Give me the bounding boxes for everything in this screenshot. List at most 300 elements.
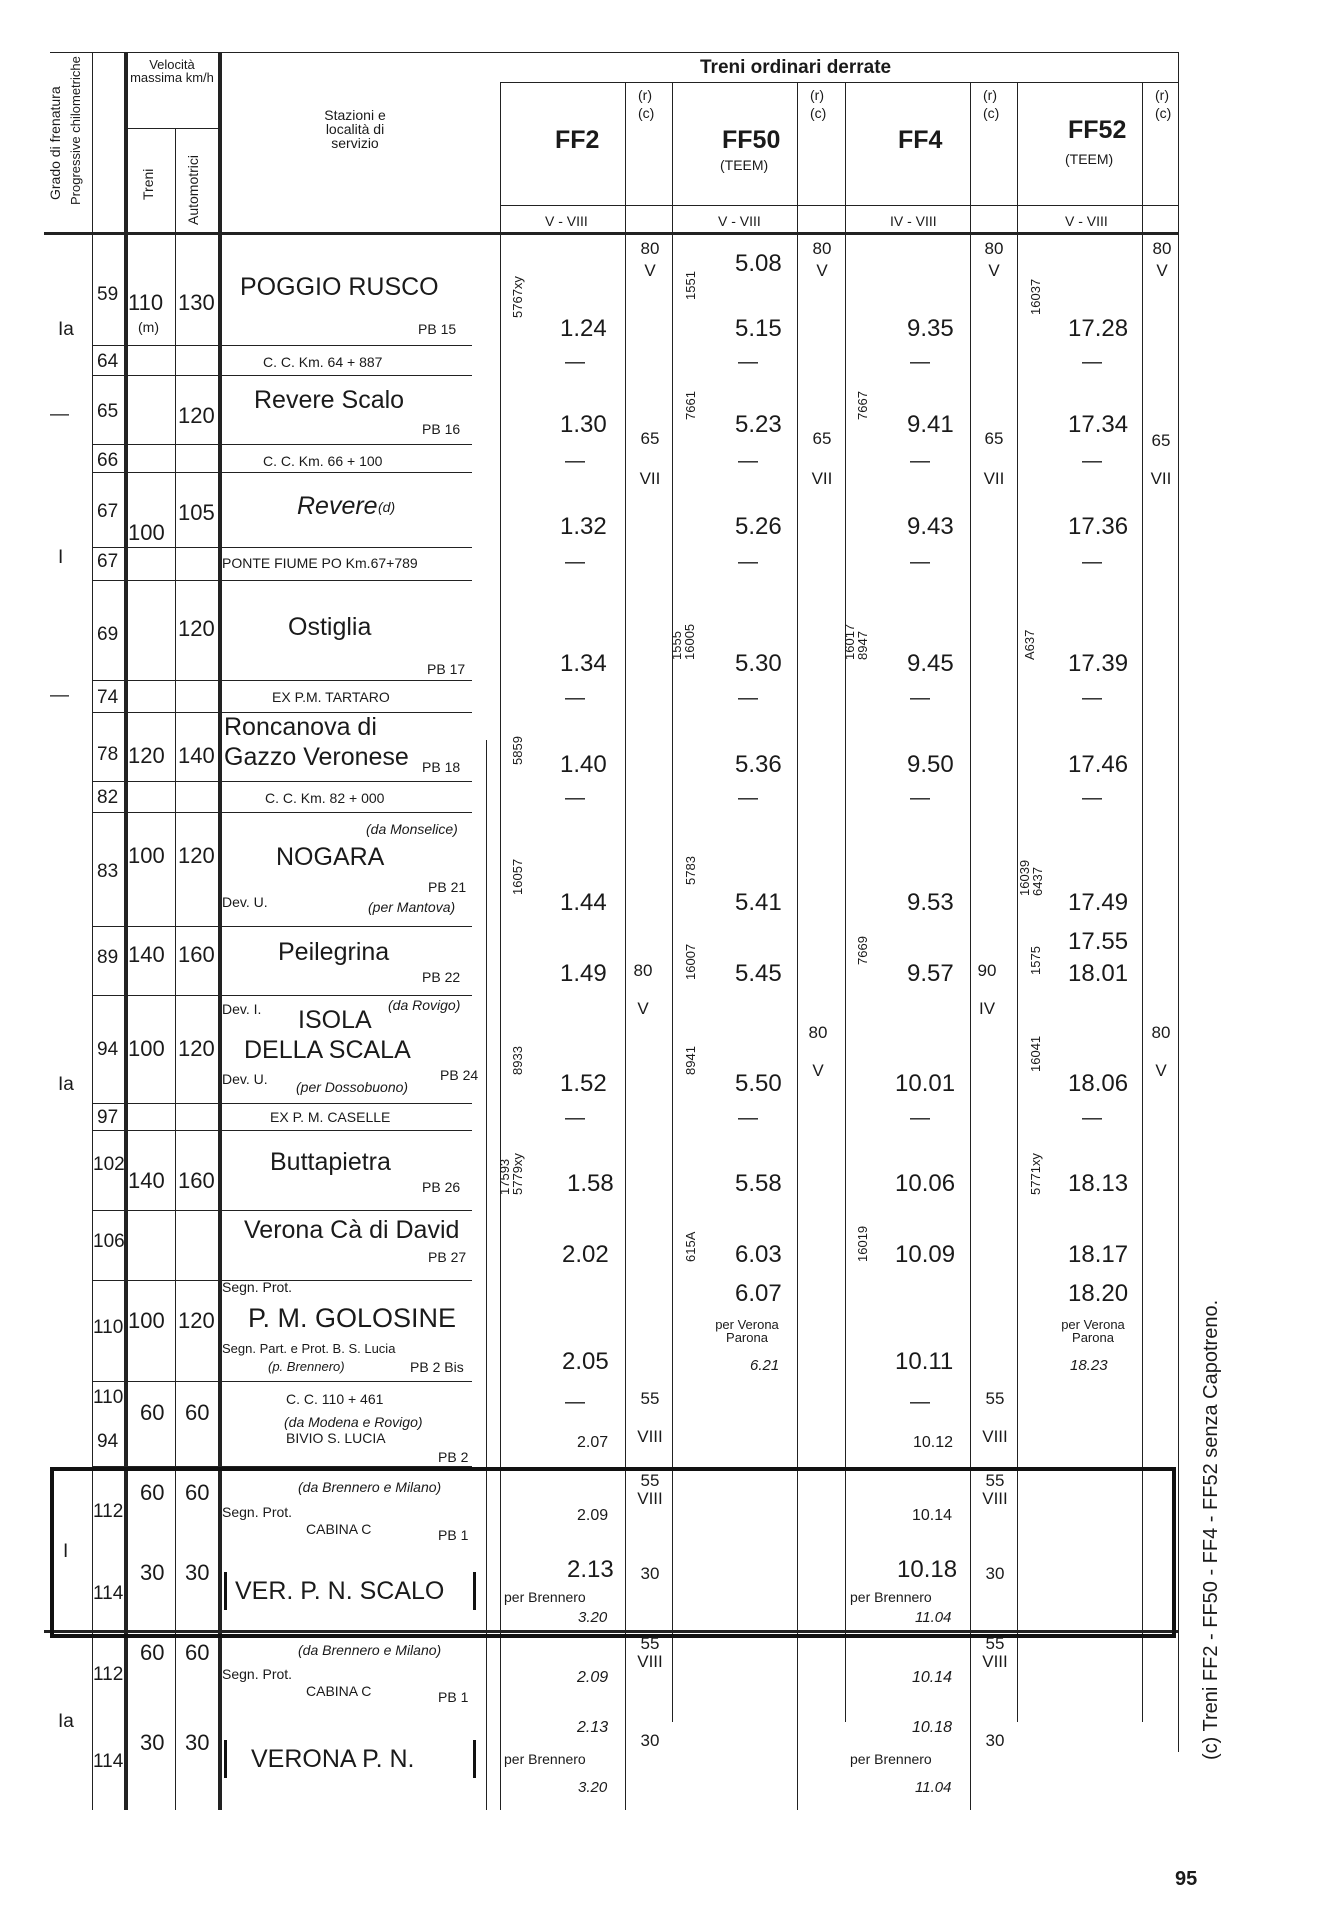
dash: — [565, 1107, 585, 1129]
grid-line [92, 781, 472, 782]
speed-treni: 100 [128, 1036, 165, 1061]
speed-note: (m) [138, 319, 159, 335]
train-ff50-sub: (TEEM) [720, 157, 769, 173]
speed-auto: 60 [185, 1400, 210, 1425]
time: 10.14 [912, 1507, 953, 1524]
station-name: CABINA C [306, 1683, 372, 1699]
connection-note: per Brennero [850, 1751, 932, 1767]
train-ff2-grade: V - VIII [545, 213, 588, 229]
connection-note: per Verona Parona [1061, 1317, 1125, 1345]
speed-auto: 60 [185, 1640, 210, 1665]
speed-cat: 30 [985, 1731, 1005, 1750]
speed-auto: 105 [178, 500, 215, 525]
connection-time: 11.04 [915, 1609, 952, 1626]
dash: — [1082, 351, 1102, 373]
time: 17.28 [1068, 315, 1129, 342]
station-name: PONTE FIUME PO Km.67+789 [222, 555, 418, 571]
train-ff50-r: (r) [810, 87, 824, 103]
grado: Ia [58, 319, 74, 340]
time: 17.55 [1068, 928, 1129, 955]
station-name: VER. P. N. SCALO [235, 1577, 445, 1605]
speed-treni: 100 [128, 843, 165, 868]
pb-ref: PB 2 [438, 1449, 469, 1465]
speed-cat: V [988, 261, 1000, 280]
grid-line [92, 680, 472, 681]
dash: — [1082, 551, 1102, 573]
dash: — [738, 351, 758, 373]
time: 5.08 [735, 250, 782, 277]
speed-cat: V [644, 261, 656, 280]
speed-auto: 160 [178, 1168, 215, 1193]
grado: — [50, 404, 69, 425]
km: 78 [97, 744, 119, 765]
time: 5.58 [735, 1170, 782, 1197]
train-ff4-c: (c) [983, 105, 1000, 121]
pb-ref: PB 1 [438, 1689, 469, 1705]
station-name: Revere Scalo [254, 386, 405, 414]
km: 112 [93, 1501, 124, 1522]
station-name: POGGIO RUSCO [240, 273, 439, 301]
time: 1.32 [560, 513, 607, 540]
time: 2.07 [577, 1434, 609, 1451]
speed-cat: 80 [640, 239, 660, 258]
speed-cat: 80 [984, 239, 1004, 258]
page-number: 95 [1175, 1868, 1198, 1890]
segn-note-2: Segn. Part. e Prot. B. S. Lucia [222, 1341, 396, 1356]
time: 2.02 [562, 1241, 609, 1268]
speed-cat: VII [983, 469, 1005, 488]
pb-ref: PB 1 [438, 1527, 469, 1543]
speed-auto: 120 [178, 1036, 215, 1061]
km: 112 [93, 1664, 124, 1685]
grado: — [50, 685, 69, 706]
speed-auto: 130 [178, 290, 215, 315]
col-progressive-header: Progressive chilometriche [68, 56, 83, 205]
speed-cat: V [1155, 1061, 1167, 1080]
station-name: CABINA C [306, 1521, 372, 1537]
pb-ref: PB 18 [422, 759, 461, 775]
time: 10.12 [913, 1434, 954, 1451]
time: 10.11 [895, 1348, 954, 1375]
time: 18.17 [1068, 1241, 1129, 1268]
grid-line [92, 995, 472, 996]
grid-line [92, 375, 472, 376]
station-name-2: BIVIO S. LUCIA [286, 1430, 386, 1446]
col-stazioni-header: Stazioni e località di servizio [324, 107, 386, 151]
dash: — [910, 450, 930, 472]
speed-cat: 80 [633, 961, 653, 980]
train-number: 5783 [683, 856, 698, 885]
speed-auto: 140 [178, 743, 215, 768]
train-number: 7669 [855, 936, 870, 965]
time: 17.39 [1068, 650, 1129, 677]
train-ff50-grade: V - VIII [718, 213, 761, 229]
dash: — [738, 687, 758, 709]
train-ff52-grade: V - VIII [1065, 213, 1108, 229]
group-title: Treni ordinari derrate [700, 57, 892, 78]
time: 2.09 [577, 1669, 609, 1686]
connection-note: per Brennero [850, 1589, 932, 1605]
segn-note: Segn. Prot. [222, 1504, 293, 1520]
km: 94 [97, 1039, 119, 1060]
dash: — [565, 450, 585, 472]
to-note: (per Mantova) [368, 899, 456, 915]
train-number: 16037 [1028, 278, 1043, 315]
from-note: (da Brennero e Milano) [298, 1642, 442, 1658]
speed-auto: 160 [178, 942, 215, 967]
dash: — [1082, 450, 1102, 472]
train-number: 16041 [1028, 1035, 1043, 1072]
km: 110 [93, 1387, 124, 1408]
train-ff52-name: FF52 [1068, 116, 1127, 144]
km: 67 [97, 551, 119, 572]
time: 1.44 [560, 889, 607, 916]
speed-cat: 55 [985, 1389, 1005, 1408]
train-number: 16057 [510, 858, 525, 895]
train-ff50-name: FF50 [722, 126, 781, 154]
dash: — [1082, 787, 1102, 809]
station-name: Roncanova di [224, 713, 377, 741]
connection-time: 18.23 [1070, 1357, 1108, 1374]
km: 106 [93, 1231, 125, 1252]
speed-cat: 55 [640, 1471, 660, 1490]
connection-time: 11.04 [915, 1779, 952, 1796]
speed-cat: 80 [812, 239, 832, 258]
speed-cat: 30 [640, 1564, 660, 1583]
time: 10.09 [895, 1241, 956, 1268]
km: 102 [93, 1154, 125, 1175]
time: 17.36 [1068, 513, 1129, 540]
speed-cat: VII [1150, 469, 1172, 488]
dev-note: Dev. U. [222, 894, 268, 910]
speed-treni: 140 [128, 942, 165, 967]
speed-treni: 30 [140, 1560, 165, 1585]
time: 9.43 [907, 513, 954, 540]
train-number: A637 [1022, 629, 1037, 660]
station-name: VERONA P. N. [251, 1745, 415, 1773]
time: 6.03 [735, 1241, 782, 1268]
pb-ref: PB 2 Bis [410, 1359, 464, 1375]
time: 10.06 [895, 1170, 956, 1197]
train-number: 5771xy [1028, 1153, 1043, 1195]
dash: — [565, 787, 585, 809]
time: 9.53 [907, 889, 954, 916]
train-ff4-name: FF4 [898, 126, 943, 154]
grid-line [92, 444, 472, 445]
time: 1.58 [567, 1170, 614, 1197]
speed-cat: 65 [984, 429, 1004, 448]
speed-cat: 65 [812, 429, 832, 448]
km: 66 [97, 450, 119, 471]
grid-line [486, 740, 487, 1810]
speed-auto: 120 [178, 616, 215, 641]
time: 9.41 [907, 411, 954, 438]
time: 5.45 [735, 960, 782, 987]
grado: I [58, 547, 64, 568]
time: 17.49 [1068, 889, 1129, 916]
connection-time: 6.21 [750, 1357, 780, 1374]
km: 67 [97, 501, 119, 522]
station-name: Revere [297, 492, 378, 520]
speed-auto: 120 [178, 1308, 215, 1333]
station-name-2: Gazzo Veronese [224, 743, 409, 771]
speed-cat: V [637, 999, 649, 1018]
train-number: 7661 [683, 391, 698, 420]
grid-line [92, 926, 472, 927]
time: 10.18 [912, 1719, 953, 1736]
time: 18.20 [1068, 1280, 1129, 1307]
speed-auto: 30 [185, 1560, 210, 1585]
km: 89 [97, 947, 119, 968]
speed-cat: VIII [637, 1489, 663, 1508]
km: 82 [97, 787, 119, 808]
speed-cat: VIII [982, 1652, 1008, 1671]
grid-line [92, 547, 472, 548]
train-ff50-c: (c) [810, 105, 827, 121]
dev-note: Dev. I. [222, 1001, 262, 1017]
grado: I [63, 1541, 69, 1562]
pb-ref: PB 24 [440, 1067, 479, 1083]
grid-line [44, 232, 1178, 235]
train-number: 7667 [855, 391, 870, 420]
dash: — [910, 787, 930, 809]
dash: — [1082, 1107, 1102, 1129]
km: 74 [97, 687, 119, 708]
footnote: (c) Treni FF2 - FF50 - FF4 - FF52 senza Capotreno. [1200, 1299, 1222, 1760]
segn-note: Segn. Prot. [222, 1666, 293, 1682]
station-name: EX P.M. TARTARO [272, 689, 390, 705]
train-number: 5767xy [510, 276, 525, 318]
time: 2.13 [577, 1719, 609, 1736]
train-ff52-c: (c) [1155, 105, 1172, 121]
time: 9.35 [907, 315, 954, 342]
time: 1.34 [560, 650, 607, 677]
train-number: 16017 8947 [842, 623, 870, 660]
speed-cat: 80 [1151, 1023, 1171, 1042]
station-name: C. C. 110 + 461 [286, 1391, 384, 1407]
time: 5.23 [735, 411, 782, 438]
train-number: 8941 [683, 1046, 698, 1075]
speed-cat: 30 [985, 1564, 1005, 1583]
time: 1.30 [560, 411, 607, 438]
station-name: Peilegrina [278, 938, 390, 966]
dash: — [738, 450, 758, 472]
speed-treni: 110 [128, 290, 164, 315]
speed-cat: IV [978, 999, 996, 1018]
time: 10.14 [912, 1669, 953, 1686]
time: 9.57 [907, 960, 954, 987]
time: 18.01 [1068, 960, 1129, 987]
station-name: C. C. Km. 66 + 100 [263, 453, 383, 469]
grid-line [92, 1103, 472, 1104]
segn-note: Segn. Prot. [222, 1279, 293, 1295]
dash: — [738, 551, 758, 573]
train-number: 16019 [855, 1225, 870, 1262]
connection-time: 3.20 [578, 1779, 608, 1796]
time: 2.13 [567, 1556, 614, 1583]
train-number: 1551 [683, 271, 698, 300]
speed-cat: 80 [808, 1023, 828, 1042]
km: 69 [97, 624, 119, 645]
station-name: Verona Cà di David [244, 1216, 460, 1244]
station-name: C. C. Km. 64 + 887 [263, 354, 383, 370]
station-note: (d) [378, 499, 396, 515]
km: 114 [93, 1583, 124, 1604]
train-ff2-c: (c) [638, 105, 655, 121]
speed-cat: 55 [640, 1634, 660, 1653]
time: 9.45 [907, 650, 954, 677]
connection-note: per Brennero [504, 1751, 586, 1767]
dev-note-2: Dev. U. [222, 1071, 268, 1087]
grid-line [92, 345, 472, 346]
speed-cat: VIII [982, 1489, 1008, 1508]
speed-cat: 65 [1151, 431, 1171, 450]
col-automotrici-header: Automotrici [185, 154, 201, 225]
time: 18.13 [1068, 1170, 1129, 1197]
time: 10.01 [895, 1070, 956, 1097]
time: 9.50 [907, 751, 954, 778]
time: 5.41 [735, 889, 782, 916]
time: 17.46 [1068, 751, 1129, 778]
pb-ref: PB 15 [418, 321, 457, 337]
train-ff4-r: (r) [983, 87, 997, 103]
train-number: 17593 5779xy [497, 1153, 525, 1195]
dash: — [910, 687, 930, 709]
dash: — [565, 687, 585, 709]
train-number: 1575 [1028, 946, 1043, 975]
speed-cat: VII [811, 469, 833, 488]
speed-treni: 120 [128, 743, 165, 768]
grid-line [92, 1381, 472, 1382]
station-name: NOGARA [276, 843, 385, 871]
connection-time: 3.20 [578, 1609, 608, 1626]
time: 18.06 [1068, 1070, 1129, 1097]
time: 1.24 [560, 315, 607, 342]
time: 17.34 [1068, 411, 1129, 438]
speed-cat: V [812, 1061, 824, 1080]
train-ff2-r: (r) [638, 87, 652, 103]
connection-note: per Brennero [504, 1589, 586, 1605]
grado: Ia [58, 1711, 74, 1732]
speed-treni: 100 [128, 1308, 165, 1333]
time: 10.18 [897, 1556, 958, 1583]
speed-cat: V [1156, 261, 1168, 280]
time: 1.52 [560, 1070, 607, 1097]
speed-cat: 30 [640, 1731, 660, 1750]
col-treni-header: Treni [140, 168, 156, 200]
train-ff4-grade: IV - VIII [890, 213, 937, 229]
speed-auto: 120 [178, 403, 215, 428]
grid-line [500, 82, 1178, 83]
speed-cat: V [816, 261, 828, 280]
speed-cat: 65 [640, 429, 660, 448]
train-ff52-r: (r) [1155, 87, 1169, 103]
station-name: EX P. M. CASELLE [270, 1109, 391, 1125]
time: 6.07 [735, 1280, 782, 1307]
dash: — [565, 351, 585, 373]
from-note: (da Rovigo) [388, 997, 461, 1013]
speed-treni: 60 [140, 1400, 165, 1425]
train-ff2-name: FF2 [555, 126, 600, 154]
time: 1.40 [560, 751, 607, 778]
time: 5.36 [735, 751, 782, 778]
time: 2.09 [577, 1507, 609, 1524]
dash: — [910, 351, 930, 373]
speed-cat: VII [639, 469, 661, 488]
speed-auto: 120 [178, 843, 215, 868]
pb-ref: PB 21 [428, 879, 467, 895]
km: 97 [97, 1107, 119, 1128]
speed-cat: 55 [985, 1471, 1005, 1490]
time: 2.05 [562, 1348, 609, 1375]
speed-treni: 60 [140, 1640, 165, 1665]
grid-line [92, 1210, 472, 1211]
speed-treni: 100 [128, 520, 165, 545]
grid-line [500, 205, 1178, 206]
train-number: 1555 16005 [669, 623, 697, 660]
speed-cat: 55 [640, 1389, 660, 1408]
pb-ref: PB 27 [428, 1249, 467, 1265]
train-number: 615A [683, 1231, 698, 1262]
speed-cat: 90 [977, 961, 997, 980]
grid-line [92, 812, 472, 813]
from-note: (da Monselice) [366, 821, 458, 837]
speed-cat: 80 [1152, 239, 1172, 258]
pb-ref: PB 26 [422, 1179, 461, 1195]
dash: — [565, 1391, 585, 1413]
speed-auto: 60 [185, 1480, 210, 1505]
speed-auto: 30 [185, 1730, 210, 1755]
dash: — [910, 1391, 930, 1413]
speed-cat: VIII [982, 1427, 1008, 1446]
connection-note: per Verona Parona [715, 1317, 779, 1345]
dash: — [738, 1107, 758, 1129]
station-name: Ostiglia [288, 613, 372, 641]
speed-treni: 140 [128, 1168, 165, 1193]
grid-line [92, 580, 472, 581]
grid-line [92, 472, 472, 473]
dash: — [565, 551, 585, 573]
station-name: P. M. GOLOSINE [248, 1303, 457, 1333]
grid-line [92, 1130, 472, 1131]
grado: Ia [58, 1074, 74, 1095]
train-number: 16007 [683, 943, 698, 980]
time: 5.30 [735, 650, 782, 677]
pb-ref: PB 22 [422, 969, 461, 985]
time: 5.15 [735, 315, 782, 342]
col-grado-header: Grado di frenatura [47, 86, 63, 200]
km: 114 [93, 1751, 124, 1772]
pb-ref: PB 16 [422, 421, 461, 437]
station-name: ISOLA [298, 1006, 372, 1034]
time: 5.26 [735, 513, 782, 540]
speed-cat: 55 [985, 1634, 1005, 1653]
time: 1.49 [560, 960, 607, 987]
dash: — [910, 551, 930, 573]
dash: — [910, 1107, 930, 1129]
station-name: Buttapietra [270, 1148, 391, 1176]
speed-treni: 30 [140, 1730, 165, 1755]
speed-treni: 60 [140, 1480, 165, 1505]
speed-cat: VIII [637, 1652, 663, 1671]
station-name-2: DELLA SCALA [244, 1036, 411, 1064]
speed-cat: VIII [637, 1427, 663, 1446]
station-box [224, 1572, 476, 1610]
km: 65 [97, 401, 119, 422]
time: 5.50 [735, 1070, 782, 1097]
train-number: 5859 [510, 736, 525, 765]
train-number: 8933 [510, 1046, 525, 1075]
